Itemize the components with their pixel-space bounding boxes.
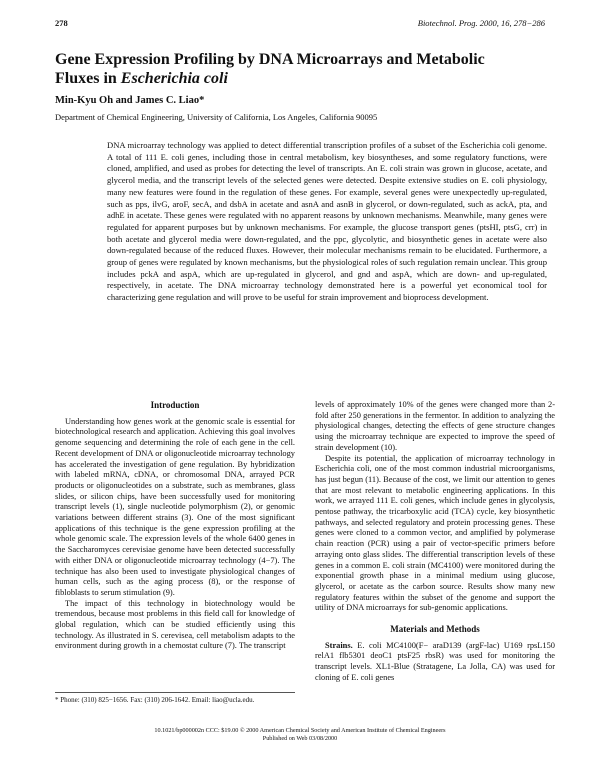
doi-footer: 10.1021/bp000002n CCC: $19.00 © 2000 American Chemical Society and American Institute of Chemical Engineers bbox=[154, 727, 446, 734]
published-date-footer: Published on Web 03/08/2000 bbox=[262, 735, 338, 742]
strains-text: E. coli MC4100(F− araD139 (argF-lac) U169 rpsL150 relA1 flb5301 deoC1 ptsF25 rbsR) was used for monitoring the transcript levels. XL1-Blue (Stratagene, La Jolla, CA) was used for cloning of E. coli genes bbox=[315, 640, 555, 682]
intro-paragraph-1: Understanding how genes work at the genomic scale is essential for biotechnological research and application. Achieving this goal involves genome sequencing and determining the role of each gene in the cell. Recent development of DNA or oligonucleotide microarray technology has accelerated the investigation of gene regulation. By hybridization with labeled mRNA, cDNA, or chromosomal DNA, arrayed PCR products or oligonucleotides on a substrate, such as membranes, glass slides, or silicon chips, have been successfully used for monitoring transcript levels (1), single nucleotide polymorphism (2), or genomic variations between different strains (3). One of the most significant applications of this technique is the gene expression profiling at the whole genomic scale. The expression levels of the whole 6400 genes in the Saccharomyces cerevisiae genome have been detected successfully with either DNA or oligonucleotide microarray technology (4−7). The technique has also been used to investigate physiological changes of human cells, such as the aging process (8), or the response of fibloblasts to serum stimulation (9). bbox=[55, 416, 295, 597]
methods-strains-paragraph bbox=[315, 641, 555, 684]
intro-paragraph-3: levels of approximately 10% of the genes were changed more than 2-fold after 250 generations in the fermentor. In addition to analyzing the physiological changes, detecting the effects of gene structure changes using the microarray technique are expected to improve the speed of strain development (10). bbox=[315, 400, 555, 452]
title-line1: Gene Expression Profiling by DNA Microarrays and Metabolic bbox=[55, 51, 485, 68]
right-column bbox=[315, 400, 555, 684]
abstract: DNA microarray technology was applied to detect differential transcription profiles of a subset of the Escherichia coli genome. A total of 111 E. coli genes, including those in central metabolism, key biosyntheses, and some regulatory functions, were cloned, amplified, and used as probes for detecting the level of transcripts. An E. coli strain was grown in glucose, acetate, and glycerol media, and the transcript levels of the selected genes were detected. Despite extensive studies on E. coli physiology, many new features were found in the regulation of these genes. For example, several genes were unexpectedly up-regulated, such as pps, ilvG, aroF, secA, and dsbA in acetate and asnA and asnB in glycerol, or down-regulated, such as ackA, pta, and adhE in acetate. These genes were regulated with no apparent reasons by unknown mechanisms. Meanwhile, many genes were regulated for apparent purposes but by unknown mechanisms. For example, the glucose transport genes (ptsHI, ptsG, crr) in both acetate and glycerol media were down-regulated, and the ppc, glycolytic, and biosynthetic genes in acetate were also down-regulated because of the reduced fluxes. However, their molecular mechanisms remain to be elucidated. Furthermore, a group of genes were regulated by known mechanisms, but the physiological roles of such regulation remain unclear. This group includes pckA and aspA, which are up-regulated in glycerol, and gnd and aspA, which are down- and up-regulated, respectively, in acetate. The DNA microarray technology demonstrated here is a powerful yet economical tool for characterizing gene regulation and will prove to be useful for strain improvement and bioprocess development. bbox=[107, 140, 547, 303]
title-species: Escherichia coli bbox=[120, 70, 228, 87]
introduction-heading: Introduction bbox=[150, 400, 200, 410]
affiliation: Department of Chemical Engineering, University of California, Los Angeles, California 90095 bbox=[55, 112, 378, 122]
left-column bbox=[55, 400, 295, 652]
authors: Min-Kyu Oh and James C. Liao* bbox=[55, 95, 205, 106]
methods-heading: Materials and Methods bbox=[390, 624, 480, 635]
journal-citation: Biotechnol. Prog. 2000, 16, 278−286 bbox=[417, 18, 545, 28]
strains-lead: Strains. bbox=[325, 640, 353, 650]
title-line2: Fluxes in bbox=[55, 70, 121, 87]
intro-paragraph-2: The impact of this technology in biotechnology would be tremendous, because most problems in this field call for knowledge of global regulation, which can be studied efficiently using this technology. As illustrated in S. cerevisea, cell metabolism adapts to the environment during growth in a chemostat culture (7). The transcript bbox=[55, 598, 295, 651]
paper-title bbox=[55, 50, 555, 88]
page-number: 278 bbox=[55, 18, 68, 28]
intro-paragraph-4: Despite its potential, the application of microarray technology in Escherichia coli, one of the most common industrial microorganisms, has just begun (11). Because of the cost, we limit our attention to genes that are most relevant to metabolic engineering applications. In this work, we arrayed 111 E. coli genes, which include genes in glycolysis, pentose pathway, the tricarboxylic acid (TCA) cycle, key biosynthetic pathways, and selected regulatory and protein processing genes. These genes were cloned to a common vector, and amplified by polymerase chain reaction (PCR) using a pair of vector-specific primers before arraying onto glass slides. The differential transcription levels of these genes in a common E. coli strain (MC4100) were monitored during the exponential growth phase in a minimal medium using glucose, glycerol, or acetate as the carbon source. Results show many new regulatory features within the subset of the genome and support the utility of DNA microarrays for sub-genomic applications. bbox=[315, 453, 555, 613]
correspondence-footnote: * Phone: (310) 825−1656. Fax: (310) 206-1642. Email: liao@ucla.edu. bbox=[55, 692, 295, 705]
